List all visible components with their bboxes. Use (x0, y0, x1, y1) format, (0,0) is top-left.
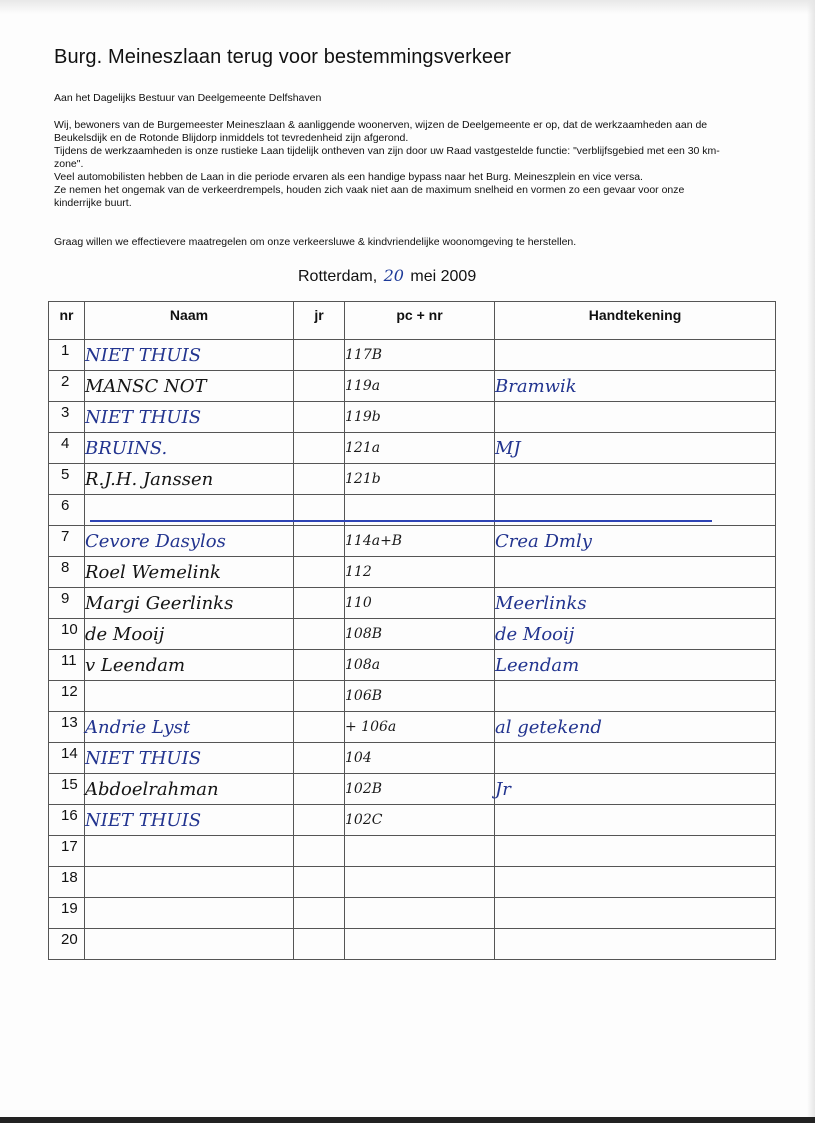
postcode-cell: 119b (345, 402, 495, 433)
postcode-cell (345, 929, 495, 960)
name-cell: Andrie Lyst (85, 712, 294, 743)
postcode-cell: 119a (345, 371, 495, 402)
table-row (49, 371, 776, 402)
year-cell (294, 402, 345, 433)
postcode-cell: 117B (345, 340, 495, 371)
table-row (49, 867, 776, 898)
scan-edge-top (0, 0, 815, 14)
signature-cell: Bramwik (495, 371, 776, 402)
postcode-cell: 114a+B (345, 526, 495, 557)
year-cell (294, 774, 345, 805)
row-number: 16 (49, 805, 85, 836)
row-number: 14 (49, 743, 85, 774)
scan-edge-bottom (0, 1117, 815, 1123)
table-row (49, 681, 776, 712)
name-cell: Abdoelrahman (85, 774, 294, 805)
signature-cell: al getekend (495, 712, 776, 743)
postcode-cell: 104 (345, 743, 495, 774)
table-row (49, 712, 776, 743)
header-year: jr (294, 302, 345, 340)
year-cell (294, 867, 345, 898)
postcode-cell: 121a (345, 433, 495, 464)
body-paragraph: Ze nemen het ongemak van de verkeerdrempels, houden zich vaak niet aan de maximum snelheid en vormen zo een gevaar voor onze kinderrijke buurt. (54, 184, 685, 209)
signature-table (48, 301, 776, 960)
signature-cell: Crea Dmly (495, 526, 776, 557)
postcode-cell (345, 836, 495, 867)
table-row (49, 557, 776, 588)
signature-cell (495, 743, 776, 774)
year-cell (294, 929, 345, 960)
name-cell (85, 836, 294, 867)
year-cell (294, 588, 345, 619)
year-cell (294, 712, 345, 743)
signature-cell (495, 805, 776, 836)
table-row (49, 743, 776, 774)
signature-cell: Meerlinks (495, 588, 776, 619)
name-cell (85, 929, 294, 960)
year-cell (294, 743, 345, 774)
postcode-cell: 102C (345, 805, 495, 836)
year-cell (294, 557, 345, 588)
row-number: 19 (49, 898, 85, 929)
table-row (49, 433, 776, 464)
header-nr: nr (49, 302, 85, 340)
place: Rotterdam, (298, 268, 378, 285)
table-row (49, 836, 776, 867)
table-row (49, 929, 776, 960)
row-number: 17 (49, 836, 85, 867)
body-paragraph: Veel automobilisten hebben de Laan in die periode ervaren als een handige bypass naar het Burg. Meineszplein en vice versa. (54, 171, 643, 183)
row-number: 11 (49, 650, 85, 681)
row-number: 4 (49, 433, 85, 464)
year-cell (294, 340, 345, 371)
postcode-cell: 108a (345, 650, 495, 681)
table-row (49, 774, 776, 805)
row-number: 18 (49, 867, 85, 898)
postcode-cell: 106B (345, 681, 495, 712)
signature-cell (495, 867, 776, 898)
name-cell: de Mooij (85, 619, 294, 650)
handwritten-day: 20 (383, 266, 404, 285)
year-cell (294, 681, 345, 712)
year-cell (294, 805, 345, 836)
signature-cell: MJ (495, 433, 776, 464)
postcode-cell: 102B (345, 774, 495, 805)
postcode-cell (345, 898, 495, 929)
name-cell: Margi Geerlinks (85, 588, 294, 619)
signature-cell: de Mooij (495, 619, 776, 650)
postcode-cell: 108B (345, 619, 495, 650)
signature-cell (495, 681, 776, 712)
name-cell: NIET THUIS (85, 805, 294, 836)
table-row (49, 340, 776, 371)
row-number: 3 (49, 402, 85, 433)
addressee-line: Aan het Dagelijks Bestuur van Deelgemeente Delfshaven (54, 92, 322, 104)
signature-cell (495, 836, 776, 867)
month-year: mei 2009 (410, 268, 477, 285)
header-signature: Handtekening (495, 302, 776, 340)
signature-cell (495, 557, 776, 588)
petition-body (54, 119, 724, 210)
document-title: Burg. Meineszlaan terug voor bestemmingsverkeer (54, 46, 512, 68)
name-cell: Roel Wemelink (85, 557, 294, 588)
row-number: 2 (49, 371, 85, 402)
row-number: 13 (49, 712, 85, 743)
name-cell: NIET THUIS (85, 340, 294, 371)
postcode-cell: 112 (345, 557, 495, 588)
name-cell: Cevore Dasylos (85, 526, 294, 557)
name-cell: NIET THUIS (85, 402, 294, 433)
postcode-cell: 110 (345, 588, 495, 619)
signature-cell: Jr (495, 774, 776, 805)
name-cell (85, 898, 294, 929)
row-number: 12 (49, 681, 85, 712)
year-cell (294, 526, 345, 557)
signature-cell: Leendam (495, 650, 776, 681)
signature-rows (49, 340, 776, 960)
name-cell: R.J.H. Janssen (85, 464, 294, 495)
signature-cell (495, 929, 776, 960)
row-number: 1 (49, 340, 85, 371)
table-row (49, 464, 776, 495)
name-cell: MANSC NOT (85, 371, 294, 402)
table-row (49, 898, 776, 929)
row-6-strike-line (90, 520, 712, 522)
name-cell (85, 867, 294, 898)
name-cell: v Leendam (85, 650, 294, 681)
signature-cell (495, 340, 776, 371)
row-number: 5 (49, 464, 85, 495)
table-row (49, 805, 776, 836)
row-number: 10 (49, 619, 85, 650)
postcode-cell (345, 867, 495, 898)
table-row (49, 588, 776, 619)
table-row (49, 619, 776, 650)
signature-cell (495, 464, 776, 495)
row-number: 20 (49, 929, 85, 960)
postcode-cell: 121b (345, 464, 495, 495)
year-cell (294, 836, 345, 867)
postcode-cell: + 106a (345, 712, 495, 743)
name-cell (85, 681, 294, 712)
name-cell: NIET THUIS (85, 743, 294, 774)
name-cell: BRUINS. (85, 433, 294, 464)
header-name: Naam (85, 302, 294, 340)
header-pc: pc + nr (345, 302, 495, 340)
year-cell (294, 650, 345, 681)
row-number: 7 (49, 526, 85, 557)
place-date (298, 266, 476, 286)
table-header-row (49, 302, 776, 340)
body-paragraph: Wij, bewoners van de Burgemeester Meineszlaan & aanliggende woonerven, wijzen de Deelgemeente er op, dat de werkzaamheden aan de Beukelsdijk en de Rotonde Blijdorp inmiddels tot tevredenheid zijn afgerond. (54, 119, 708, 144)
table-row (49, 402, 776, 433)
row-number: 8 (49, 557, 85, 588)
signature-cell (495, 402, 776, 433)
year-cell (294, 898, 345, 929)
row-number: 6 (49, 495, 85, 526)
row-number: 9 (49, 588, 85, 619)
table-row (49, 650, 776, 681)
row-number: 15 (49, 774, 85, 805)
year-cell (294, 433, 345, 464)
year-cell (294, 464, 345, 495)
body-paragraph: Tijdens de werkzaamheden is onze rustieke Laan tijdelijk ontheven van zijn door uw Raad vastgestelde functie: "verblijfsgebied met een 30 km-zone". (54, 145, 720, 170)
signature-cell (495, 898, 776, 929)
closing-request: Graag willen we effectievere maatregelen om onze verkeersluwe & kindvriendelijke woonomgeving te herstellen. (54, 236, 577, 248)
year-cell (294, 371, 345, 402)
scan-edge-right (807, 0, 815, 1123)
year-cell (294, 619, 345, 650)
table-row (49, 526, 776, 557)
